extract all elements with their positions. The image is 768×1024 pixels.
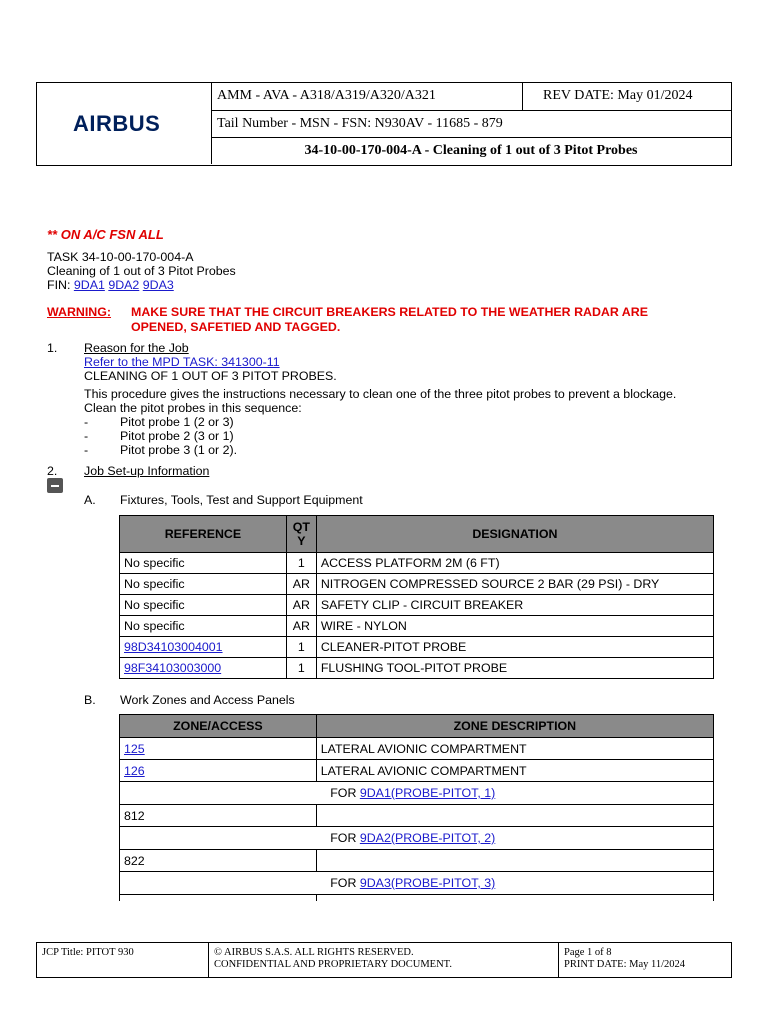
header-row-3: [211, 138, 731, 164]
table-row: [120, 827, 714, 850]
qty-cell: 1: [286, 637, 316, 658]
collapse-minus-icon[interactable]: [47, 478, 63, 493]
for-cell: [316, 827, 713, 850]
qty-cell: 1: [286, 658, 316, 679]
reference-cell: No specific: [120, 574, 287, 595]
applicability: ** ON A/C FSN ALL: [47, 227, 164, 242]
zone-cell: 812: [120, 805, 317, 827]
table-row: [120, 850, 714, 872]
fin-link-9da1[interactable]: 9DA1: [73, 278, 105, 292]
list-item-dash: -: [84, 415, 89, 429]
copyright-line-1: © AIRBUS S.A.S. ALL RIGHTS RESERVED.: [214, 947, 414, 958]
zone-description-cell: [316, 805, 713, 827]
table-row: [120, 574, 714, 595]
qty-cell: 1: [286, 553, 316, 574]
designation-cell: SAFETY CLIP - CIRCUIT BREAKER: [316, 595, 713, 616]
for-cell: [316, 782, 713, 805]
column-header-designation: DESIGNATION: [316, 516, 713, 553]
zone-description-cell: LATERAL AVIONIC COMPARTMENT: [316, 760, 713, 782]
manual-reference: AMM - AVA - A318/A319/A320/A321: [211, 83, 523, 110]
logo-cell: [37, 83, 212, 164]
header-row-2: [211, 111, 731, 138]
table-row: [120, 616, 714, 637]
table-row: [120, 595, 714, 616]
table-row-cut: [120, 895, 714, 901]
list-item: Pitot probe 1 (2 or 3): [120, 415, 234, 429]
header-row-1: [211, 83, 731, 111]
empty-cell: [120, 872, 317, 895]
reference-link[interactable]: 98D34103004001: [120, 637, 287, 658]
tools-table: [119, 515, 714, 679]
warning-line-2: OPENED, SAFETIED AND TAGGED.: [131, 320, 341, 334]
table-header-row: [120, 516, 714, 553]
designation-cell: ACCESS PLATFORM 2M (6 FT): [316, 553, 713, 574]
print-date: PRINT DATE: May 11/2024: [564, 959, 686, 970]
section-2-title: Job Set-up Information: [84, 464, 210, 478]
qty-cell: AR: [286, 595, 316, 616]
copyright: [209, 943, 559, 977]
list-item-dash: -: [84, 443, 89, 457]
designation-cell: FLUSHING TOOL-PITOT PROBE: [316, 658, 713, 679]
empty-cell: [120, 827, 317, 850]
page-info: [559, 943, 731, 977]
pitot-probe-link[interactable]: 9DA3(PROBE-PITOT, 3): [359, 876, 496, 890]
table-row: [120, 805, 714, 827]
column-header-zone-description: ZONE DESCRIPTION: [316, 715, 713, 738]
section-2-number: 2.: [47, 464, 58, 478]
for-label: FOR: [330, 831, 357, 845]
fin-label: FIN:: [47, 278, 71, 292]
list-item: Pitot probe 2 (3 or 1): [120, 429, 234, 443]
page-number: Page 1 of 8: [564, 947, 612, 958]
table-row: [120, 658, 714, 679]
document-header: [36, 82, 732, 166]
column-header-qty: QT Y: [286, 516, 316, 553]
section-1-line-1: CLEANING OF 1 OUT OF 3 PITOT PROBES.: [84, 369, 337, 383]
fin-link-9da3[interactable]: 9DA3: [142, 278, 174, 292]
copyright-line-2: CONFIDENTIAL AND PROPRIETARY DOCUMENT.: [214, 959, 452, 970]
qty-cell: AR: [286, 574, 316, 595]
task-id: TASK 34-10-00-170-004-A: [47, 250, 194, 264]
for-label: FOR: [330, 876, 357, 890]
zone-link[interactable]: 126: [120, 760, 317, 782]
reference-cell: No specific: [120, 616, 287, 637]
table-row: [120, 637, 714, 658]
pitot-probe-link[interactable]: 9DA2(PROBE-PITOT, 2): [359, 831, 496, 845]
warning-line-1: MAKE SURE THAT THE CIRCUIT BREAKERS RELATED TO THE WEATHER RADAR ARE: [131, 305, 648, 319]
task-name: Cleaning of 1 out of 3 Pitot Probes: [47, 264, 236, 278]
subsection-a-title: Fixtures, Tools, Test and Support Equipment: [120, 493, 363, 507]
subsection-a-letter: A.: [84, 493, 96, 507]
subsection-b-title: Work Zones and Access Panels: [120, 693, 295, 707]
zone-cell: 822: [120, 850, 317, 872]
section-1-line-3: Clean the pitot probes in this sequence:: [84, 401, 302, 415]
designation-cell: CLEANER-PITOT PROBE: [316, 637, 713, 658]
section-1-title: Reason for the Job: [84, 341, 189, 355]
subsection-b-letter: B.: [84, 693, 96, 707]
jcp-title-text: JCP Title: PITOT 930: [42, 947, 134, 958]
pitot-probe-link[interactable]: 9DA1(PROBE-PITOT, 1): [359, 786, 496, 800]
designation-cell: NITROGEN COMPRESSED SOURCE 2 BAR (29 PSI) - DRY: [316, 574, 713, 595]
table-row: [120, 738, 714, 760]
jcp-title: [37, 943, 209, 977]
table-row: [120, 782, 714, 805]
zone-description-cell: LATERAL AVIONIC COMPARTMENT: [316, 738, 713, 760]
table-row: [120, 760, 714, 782]
document-footer: [36, 942, 732, 978]
task-title: 34-10-00-170-004-A - Cleaning of 1 out of 3 Pitot Probes: [304, 143, 638, 158]
qty-cell: AR: [286, 616, 316, 637]
fin-line: [47, 278, 174, 292]
table-header-row: [120, 715, 714, 738]
reference-link[interactable]: 98F34103003000: [120, 658, 287, 679]
for-cell: [316, 872, 713, 895]
column-header-zone: ZONE/ACCESS: [120, 715, 317, 738]
mpd-task-link[interactable]: Refer to the MPD TASK: 341300-11: [84, 355, 280, 369]
warning-label: WARNING:: [47, 305, 112, 319]
fin-link-9da2[interactable]: 9DA2: [108, 278, 140, 292]
list-item: Pitot probe 3 (1 or 2).: [120, 443, 238, 457]
for-label: FOR: [330, 786, 357, 800]
empty-cell: [120, 782, 317, 805]
section-1-line-2: This procedure gives the instructions necessary to clean one of the three pitot probes to prevent a blockage.: [84, 387, 677, 401]
table-row: [120, 553, 714, 574]
list-item-dash: -: [84, 429, 89, 443]
airbus-logo: AIRBUS: [73, 111, 161, 136]
zones-table: [119, 714, 714, 901]
reference-cell: No specific: [120, 595, 287, 616]
reference-cell: No specific: [120, 553, 287, 574]
section-1-number: 1.: [47, 341, 58, 355]
rev-date: REV DATE: May 01/2024: [543, 88, 693, 103]
column-header-reference: REFERENCE: [120, 516, 287, 553]
zone-link[interactable]: 125: [120, 738, 317, 760]
tail-number: Tail Number - MSN - FSN: N930AV - 11685 - 879: [217, 116, 503, 131]
table-row: [120, 872, 714, 895]
designation-cell: WIRE - NYLON: [316, 616, 713, 637]
zone-description-cell: [316, 850, 713, 872]
